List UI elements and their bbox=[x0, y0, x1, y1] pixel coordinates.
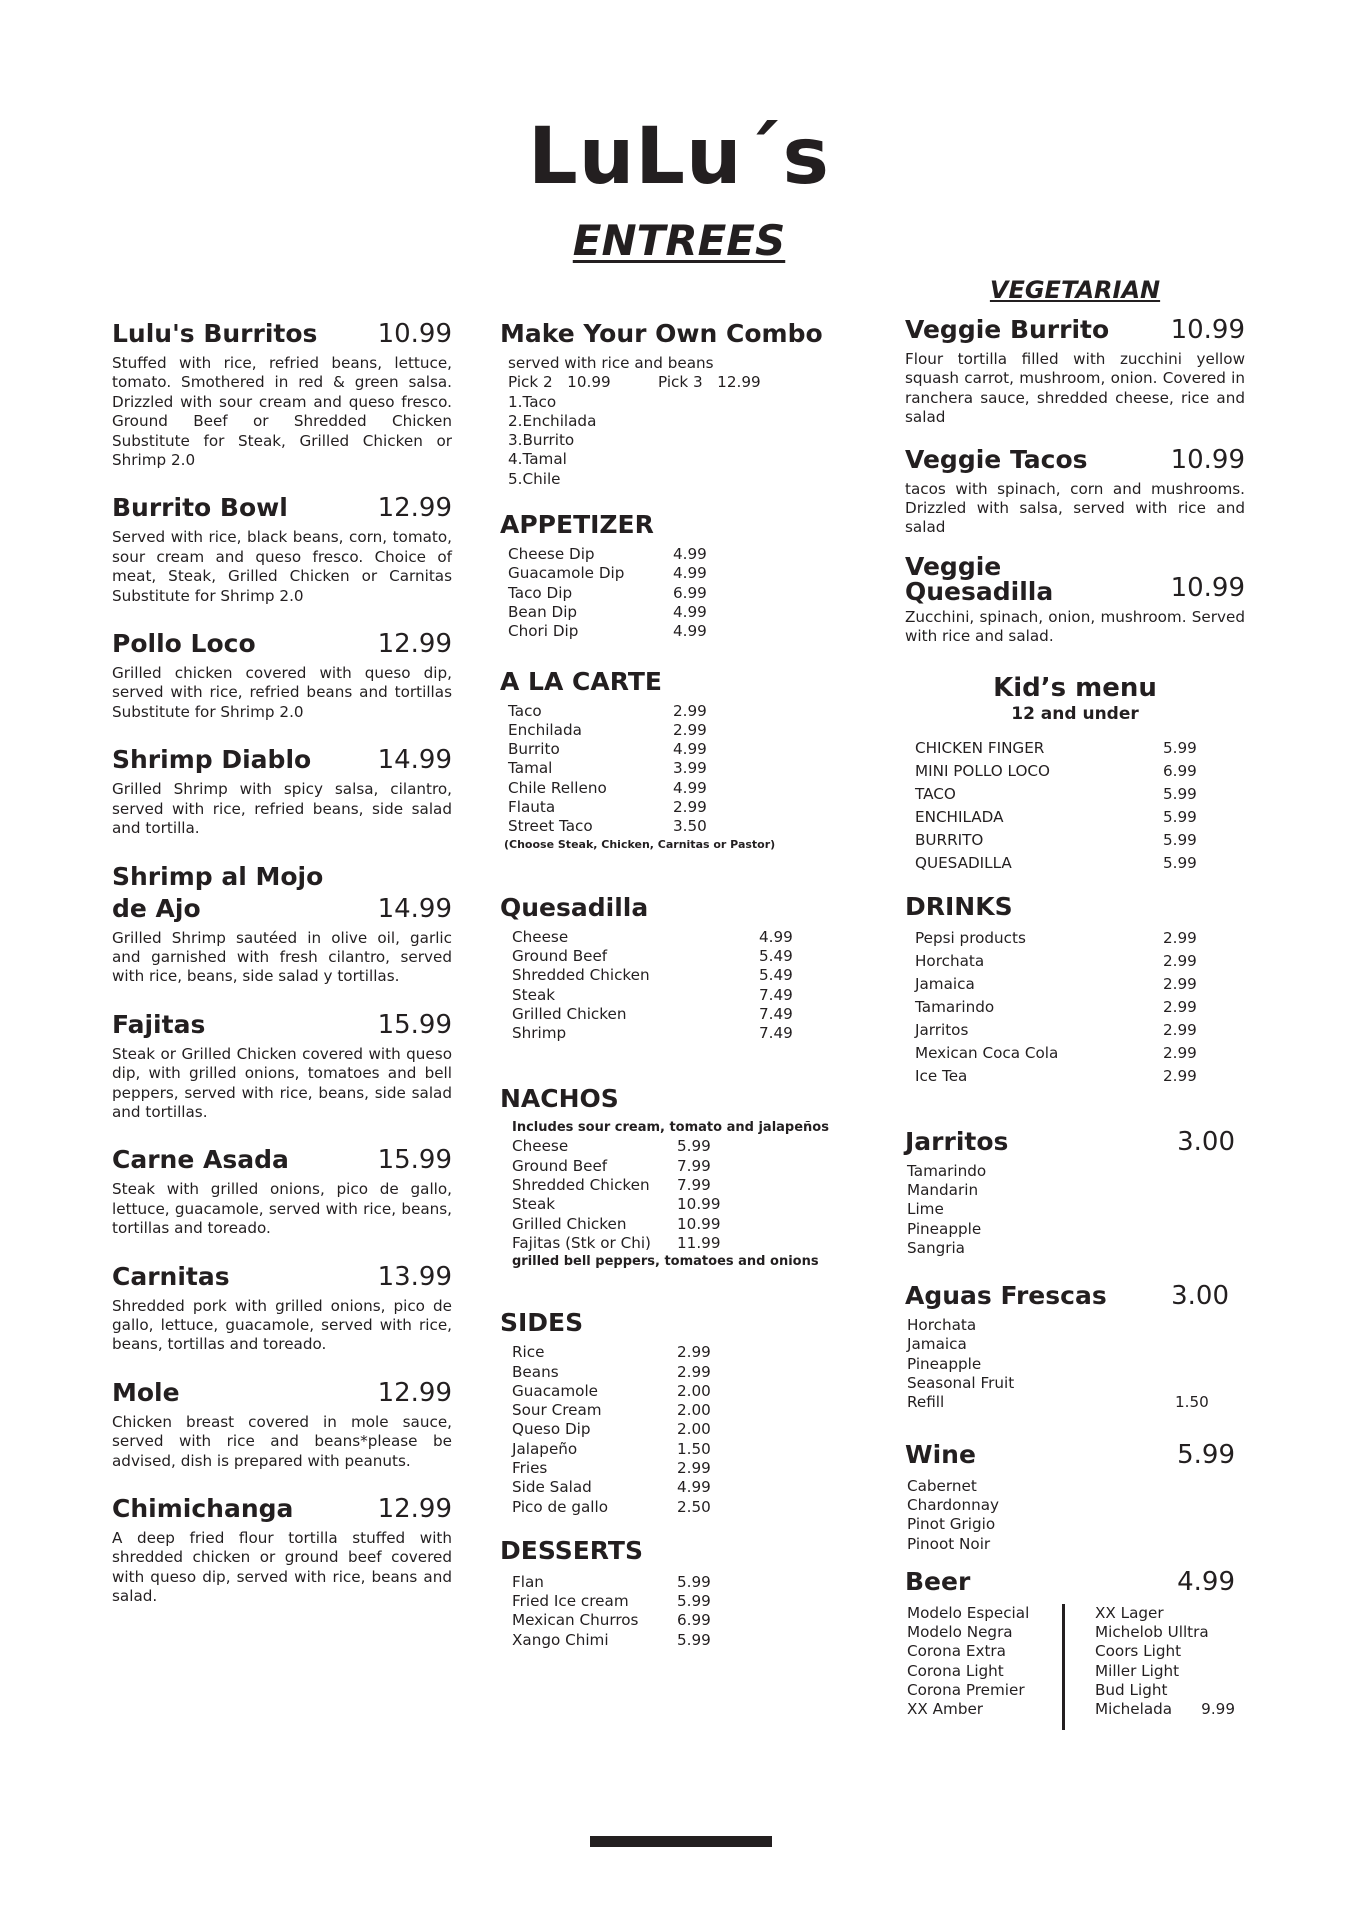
quesadilla-title: Quesadilla bbox=[500, 892, 649, 922]
nachos-list bbox=[500, 1137, 860, 1253]
list-item: Pinoot Noir bbox=[907, 1534, 991, 1553]
list-item: Sangria bbox=[907, 1238, 965, 1257]
beer-list-left bbox=[907, 1604, 1065, 1730]
wine-header: Wine 5.99 bbox=[905, 1439, 1235, 1470]
list-item: Modelo Especial bbox=[907, 1603, 1030, 1622]
drinks-list bbox=[905, 927, 1245, 1088]
list-item: Cheese 5.99 bbox=[512, 1137, 711, 1156]
dish-price: 10.99 bbox=[1170, 572, 1245, 603]
dish-name: Shrimp Diablo bbox=[112, 745, 312, 775]
drinks-title: DRINKS bbox=[905, 891, 1013, 921]
dish-description: Steak with grilled onions, pico de gallo, lettuce, guacamole, served with rice, beans, tortillas and toreado. bbox=[112, 1180, 452, 1238]
list-item: Sour Cream 2.00 bbox=[512, 1401, 711, 1420]
alacarte-note: (Choose Steak, Chicken, Carnitas or Pastor) bbox=[504, 837, 776, 851]
list-item: Michelob Ulltra bbox=[1095, 1623, 1209, 1642]
dish-item bbox=[112, 861, 452, 987]
vegetarian-title: VEGETARIAN bbox=[989, 276, 1161, 304]
list-item: Shrimp 7.49 bbox=[512, 1024, 793, 1043]
list-item: Bud Light bbox=[1095, 1681, 1168, 1699]
list-item: Jamaica 2.99 bbox=[915, 974, 1197, 993]
list-item: Grilled Chicken 10.99 bbox=[512, 1214, 721, 1233]
list-item: MINI POLLO LOCO 6.99 bbox=[915, 761, 1197, 780]
list-item: XX Amber bbox=[907, 1700, 984, 1719]
dish-price: 12.99 bbox=[377, 629, 452, 660]
combo-option: 5.Chile bbox=[508, 469, 561, 488]
list-item: ENCHILADA 5.99 bbox=[915, 807, 1197, 826]
list-item: Cheese Dip 4.99 bbox=[508, 545, 707, 564]
list-item: Enchilada 2.99 bbox=[508, 720, 707, 739]
list-item: Rice 2.99 bbox=[512, 1343, 711, 1362]
list-item: Burrito 4.99 bbox=[508, 740, 707, 759]
list-item: Pineapple bbox=[907, 1354, 982, 1373]
aguas-header: Aguas Frescas 3.00 bbox=[905, 1281, 1229, 1312]
list-item: Miller Light bbox=[1095, 1661, 1180, 1680]
dish-price: 14.99 bbox=[377, 745, 452, 776]
beer-list bbox=[905, 1604, 1245, 1730]
combo-pick3: Pick 3 12.99 bbox=[658, 373, 761, 392]
dish-price: 12.99 bbox=[377, 1494, 452, 1524]
jarritos-list bbox=[905, 1162, 1245, 1258]
list-item: Shredded Chicken 5.49 bbox=[512, 966, 793, 985]
dish-name: Burrito Bowl bbox=[112, 493, 288, 523]
dish-item bbox=[112, 1493, 452, 1607]
list-item: QUESADILLA 5.99 bbox=[915, 853, 1197, 872]
list-item: XX Lager bbox=[1095, 1603, 1164, 1622]
list-item: Ground Beef 7.99 bbox=[512, 1156, 711, 1175]
list-item: Coors Light bbox=[1095, 1642, 1182, 1661]
dish-description: Flour tortilla filled with zucchini yellow squash carrot, mushroom, onion. Covered in ranchera sauce, shredded cheese, rice and salad bbox=[905, 350, 1245, 427]
list-item: Chardonnay bbox=[907, 1495, 999, 1514]
dish-price: 15.99 bbox=[377, 1145, 452, 1176]
list-item: Lime bbox=[907, 1200, 944, 1219]
list-item: Steak 7.49 bbox=[512, 985, 793, 1004]
dish-item bbox=[112, 628, 452, 722]
dish-description: Grilled Shrimp with spicy salsa, cilantro, served with rice, refried beans, side salad and tortilla. bbox=[112, 780, 452, 838]
dish-description: Stuffed with rice, refried beans, lettuce, tomato. Smothered in red & green salsa. Drizzled with sour cream and queso fresco. Ground Beef or Shredded Chicken Substitute for Steak, Grilled Chicken or Shrimp 2.0 bbox=[112, 354, 452, 470]
dish-description: Zucchini, spinach, onion, mushroom. Served with rice and salad. bbox=[905, 607, 1245, 646]
dish-description: tacos with spinach, corn and mushrooms. Drizzled with salsa, served with rice and salad bbox=[905, 479, 1245, 537]
combo-pick2: Pick 2 10.99 bbox=[508, 373, 611, 392]
dish-description: Served with rice, black beans, corn, tomato, sour cream and queso fresco. Choice of meat, Steak, Grilled Chicken or Carnitas Substitute for Shrimp 2.0 bbox=[112, 528, 452, 605]
dish-name: Veggie Tacos bbox=[905, 444, 1088, 474]
list-item: Corona Light bbox=[907, 1661, 1004, 1680]
appetizer-list bbox=[500, 545, 860, 641]
aguas-list bbox=[905, 1316, 1245, 1412]
dish-price: 10.99 bbox=[1170, 444, 1245, 475]
combo-option: 2.Enchilada bbox=[508, 411, 597, 430]
dish-name: Veggie Quesadilla bbox=[905, 551, 1054, 606]
combo-option: 4.Tamal bbox=[508, 450, 567, 469]
dish-price: 10.99 bbox=[1170, 315, 1245, 345]
desserts-list bbox=[500, 1573, 860, 1650]
sides-title: SIDES bbox=[500, 1308, 584, 1338]
list-item: Michelada 9.99 bbox=[1095, 1700, 1235, 1719]
list-item: Mexican Churros 6.99 bbox=[512, 1611, 711, 1630]
list-item: TACO 5.99 bbox=[915, 784, 1197, 803]
dish-item bbox=[112, 492, 452, 606]
dish-price: 12.99 bbox=[377, 1377, 452, 1408]
dish-price: 13.99 bbox=[377, 1261, 452, 1292]
list-item: Taco 2.99 bbox=[508, 701, 707, 720]
list-item: Tamal 3.99 bbox=[508, 759, 707, 778]
list-item: Fajitas (Stk or Chi) 11.99 bbox=[512, 1233, 721, 1252]
dish-description: A deep fried flour tortilla stuffed with shredded chicken or ground beef covered with queso dip, served with rice, beans and salad. bbox=[112, 1529, 452, 1606]
list-item: Mexican Coca Cola 2.99 bbox=[915, 1043, 1197, 1062]
dish-name: Veggie Burrito bbox=[905, 315, 1110, 344]
list-item: Chile Relleno 4.99 bbox=[508, 778, 707, 797]
list-item: Horchata bbox=[907, 1316, 977, 1335]
list-item: Shredded Chicken 7.99 bbox=[512, 1176, 711, 1195]
list-item: Cabernet bbox=[907, 1476, 977, 1495]
kids-menu-subtitle: 12 and under bbox=[1011, 703, 1139, 724]
dish-item bbox=[112, 1144, 452, 1238]
alacarte-list bbox=[500, 702, 860, 852]
list-item: Taco Dip 6.99 bbox=[508, 583, 707, 602]
dish-name: Mole bbox=[112, 1377, 180, 1407]
quesadilla-list bbox=[500, 928, 860, 1044]
list-item: Guacamole 2.00 bbox=[512, 1381, 711, 1400]
dish-item bbox=[905, 444, 1245, 538]
list-item: Beans 2.99 bbox=[512, 1362, 711, 1381]
dish-item bbox=[112, 744, 452, 838]
wine-list bbox=[905, 1477, 1245, 1554]
list-item: Pineapple bbox=[907, 1219, 982, 1238]
list-item: Fries 2.99 bbox=[512, 1458, 711, 1477]
list-item: Tamarindo bbox=[907, 1161, 987, 1180]
footer-divider bbox=[590, 1836, 772, 1847]
list-item: BURRITO 5.99 bbox=[915, 830, 1197, 849]
dish-name: Fajitas bbox=[112, 1009, 206, 1039]
dish-item bbox=[905, 551, 1245, 647]
kids-menu-list bbox=[905, 737, 1245, 875]
dish-description: Grilled chicken covered with queso dip, served with rice, refried beans and tortillas Substitute for Shrimp 2.0 bbox=[112, 664, 452, 721]
list-item: Horchata 2.99 bbox=[915, 951, 1197, 970]
dish-price: 14.99 bbox=[377, 893, 452, 924]
list-item: Corona Premier bbox=[907, 1681, 1025, 1699]
dish-description: Steak or Grilled Chicken covered with queso dip, with grilled onions, tomatoes and bell peppers, served with rice, beans, side salad and tortillas. bbox=[112, 1044, 452, 1121]
combo-line: served with rice and beans bbox=[508, 354, 714, 372]
dish-description: Shredded pork with grilled onions, pico de gallo, lettuce, guacamole, served with rice, beans, tortillas and toreado. bbox=[112, 1296, 452, 1354]
dish-description: Chicken breast covered in mole sauce, served with rice and beans*please be advised, dish is prepared with peanuts. bbox=[112, 1412, 452, 1470]
restaurant-title: LuLu´s bbox=[528, 112, 830, 202]
combo-option: 1.Taco bbox=[508, 392, 557, 411]
list-item: Queso Dip 2.00 bbox=[512, 1420, 711, 1439]
list-item: Jarritos 2.99 bbox=[915, 1020, 1197, 1039]
appetizer-title: APPETIZER bbox=[500, 510, 654, 540]
list-item: Corona Extra bbox=[907, 1642, 1006, 1661]
list-item: Street Taco 3.50 bbox=[508, 817, 707, 836]
list-item: Mandarin bbox=[907, 1180, 979, 1199]
list-item: Pinot Grigio bbox=[907, 1515, 996, 1534]
list-item: Ground Beef 5.49 bbox=[512, 946, 793, 965]
dish-item bbox=[112, 1377, 452, 1471]
list-item: Steak 10.99 bbox=[512, 1195, 721, 1214]
beer-list-right bbox=[1065, 1604, 1235, 1730]
list-item: Jamaica bbox=[907, 1335, 967, 1354]
list-item: Flauta 2.99 bbox=[508, 798, 707, 817]
dish-item bbox=[112, 318, 452, 470]
vegetarian-drinks-column bbox=[905, 276, 1245, 1730]
dish-item bbox=[112, 1261, 452, 1355]
list-item: Xango Chimi 5.99 bbox=[512, 1630, 711, 1649]
list-item: Chori Dip 4.99 bbox=[508, 622, 707, 641]
list-item: CHICKEN FINGER 5.99 bbox=[915, 738, 1197, 757]
sides-column bbox=[500, 318, 860, 1650]
dish-price: 15.99 bbox=[377, 1009, 452, 1040]
dish-price: 12.99 bbox=[377, 493, 452, 524]
combo-section bbox=[500, 354, 860, 489]
dish-name: Carne Asada bbox=[112, 1145, 289, 1175]
dish-name: Pollo Loco bbox=[112, 629, 256, 659]
dish-item bbox=[905, 314, 1245, 428]
list-item: Modelo Negra bbox=[907, 1623, 1013, 1642]
dish-name: Chimichanga bbox=[112, 1494, 294, 1523]
list-item: Pico de gallo 2.50 bbox=[512, 1497, 711, 1516]
list-item: Flan 5.99 bbox=[512, 1572, 711, 1591]
list-item: Tamarindo 2.99 bbox=[915, 997, 1197, 1016]
list-item: Jalapeño 1.50 bbox=[512, 1439, 711, 1458]
dish-item bbox=[112, 1009, 452, 1123]
list-item: Seasonal Fruit bbox=[907, 1374, 1015, 1393]
list-item: Guacamole Dip 4.99 bbox=[508, 564, 707, 583]
nachos-title: NACHOS bbox=[500, 1084, 619, 1114]
beer-header: Beer 4.99 bbox=[905, 1566, 1235, 1597]
list-item: Pepsi products 2.99 bbox=[915, 928, 1197, 947]
list-item: Cheese 4.99 bbox=[512, 927, 793, 946]
dish-name: Lulu's Burritos bbox=[112, 319, 318, 348]
combo-title: Make Your Own Combo bbox=[500, 319, 823, 348]
dish-description: Grilled Shrimp sautéed in olive oil, garlic and garnished with fresh cilantro, served with rice, beans, side salad y tortillas. bbox=[112, 928, 452, 986]
list-item: Fried Ice cream 5.99 bbox=[512, 1592, 711, 1611]
list-item: Ice Tea 2.99 bbox=[915, 1066, 1197, 1085]
dish-name: Shrimp al Mojo de Ajo bbox=[112, 861, 324, 923]
list-item: Refill 1.50 bbox=[907, 1393, 1209, 1412]
jarritos-header: Jarritos 3.00 bbox=[905, 1126, 1235, 1157]
dish-name: Carnitas bbox=[112, 1261, 230, 1291]
dish-price: 10.99 bbox=[377, 319, 452, 349]
kids-menu-title: Kid’s menu bbox=[993, 672, 1157, 703]
nachos-note-2: grilled bell peppers, tomatoes and onions bbox=[512, 1254, 819, 1270]
list-item: Bean Dip 4.99 bbox=[508, 602, 707, 621]
nachos-note: Includes sour cream, tomato and jalapeños bbox=[512, 1120, 829, 1136]
alacarte-title: A LA CARTE bbox=[500, 666, 662, 696]
list-item: Grilled Chicken 7.49 bbox=[512, 1004, 793, 1023]
combo-option: 3.Burrito bbox=[508, 431, 575, 450]
entrees-column bbox=[112, 318, 452, 1629]
list-item: Side Salad 4.99 bbox=[512, 1478, 711, 1497]
page-subtitle: ENTREES bbox=[572, 216, 786, 265]
desserts-title: DESSERTS bbox=[500, 1535, 643, 1565]
sides-list bbox=[500, 1343, 860, 1517]
